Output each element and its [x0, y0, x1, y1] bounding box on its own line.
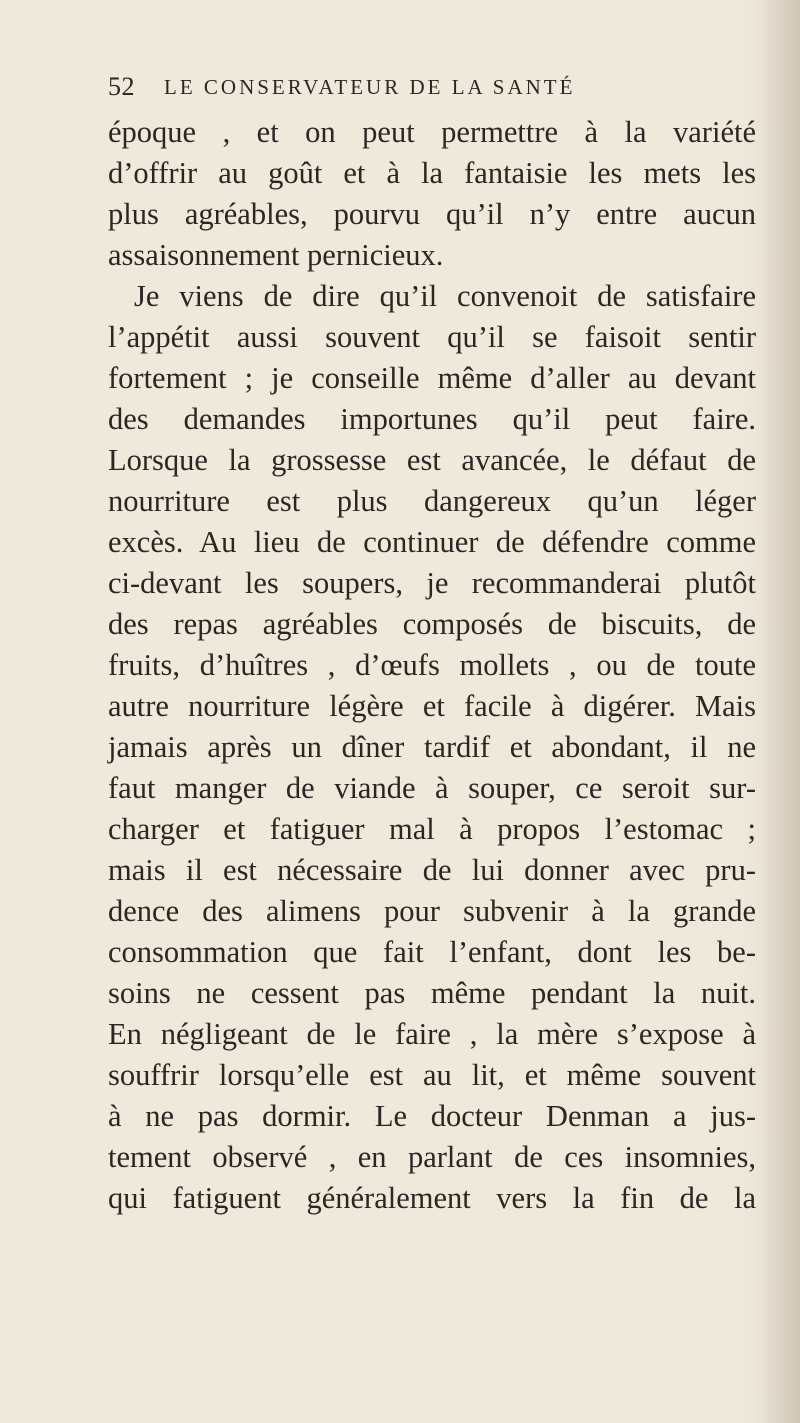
text-line: époque , et on peut permettre à la variété	[108, 115, 756, 149]
text-line: Je viens de dire qu’il convenoit de satisfaire	[134, 279, 756, 313]
text-line: assaisonnement pernicieux.	[108, 238, 444, 272]
text-line: jamais après un dîner tardif et abondant, il ne	[108, 730, 756, 764]
text-line: tement observé , en parlant de ces insomnies,	[108, 1140, 756, 1174]
text-line: qui fatiguent généralement vers la fin de la	[108, 1181, 756, 1215]
text-line: soins ne cessent pas même pendant la nuit.	[108, 976, 756, 1010]
text-line: dence des alimens pour subvenir à la grande	[108, 894, 756, 928]
text-line: à ne pas dormir. Le docteur Denman a jus-	[108, 1099, 756, 1133]
text-line: souffrir lorsqu’elle est au lit, et même souvent	[108, 1058, 756, 1092]
text-line: nourriture est plus dangereux qu’un léger	[108, 484, 756, 518]
text-line: excès. Au lieu de continuer de défendre comme	[108, 525, 756, 559]
text-line: des demandes importunes qu’il peut faire.	[108, 402, 756, 436]
text-line: l’appétit aussi souvent qu’il se faisoit sentir	[108, 320, 756, 354]
text-line: Lorsque la grossesse est avancée, le défaut de	[108, 443, 756, 477]
body-text	[108, 112, 756, 1219]
text-line: d’offrir au goût et à la fantaisie les mets les	[108, 156, 756, 190]
text-line: fortement ; je conseille même d’aller au devant	[108, 361, 756, 395]
page-edge-shadow	[760, 0, 800, 1423]
text-line: faut manger de viande à souper, ce seroit sur-	[108, 771, 756, 805]
text-line: ci-devant les soupers, je recommanderai plutôt	[108, 566, 756, 600]
text-line: charger et fatiguer mal à propos l’estomac ;	[108, 812, 756, 846]
text-line: fruits, d’huîtres , d’œufs mollets , ou de toute	[108, 648, 756, 682]
text-line: des repas agréables composés de biscuits, de	[108, 607, 756, 641]
text-line: consommation que fait l’enfant, dont les be-	[108, 935, 756, 969]
page-number: 52	[108, 72, 135, 101]
page-header	[108, 72, 758, 108]
text-line: plus agréables, pourvu qu’il n’y entre aucun	[108, 197, 756, 231]
text-line: autre nourriture légère et facile à digérer. Mais	[108, 689, 756, 723]
text-line: mais il est nécessaire de lui donner avec pru-	[108, 853, 756, 887]
running-head: LE CONSERVATEUR DE LA SANTÉ	[164, 75, 576, 99]
text-line: En négligeant de le faire , la mère s’expose à	[108, 1017, 756, 1051]
